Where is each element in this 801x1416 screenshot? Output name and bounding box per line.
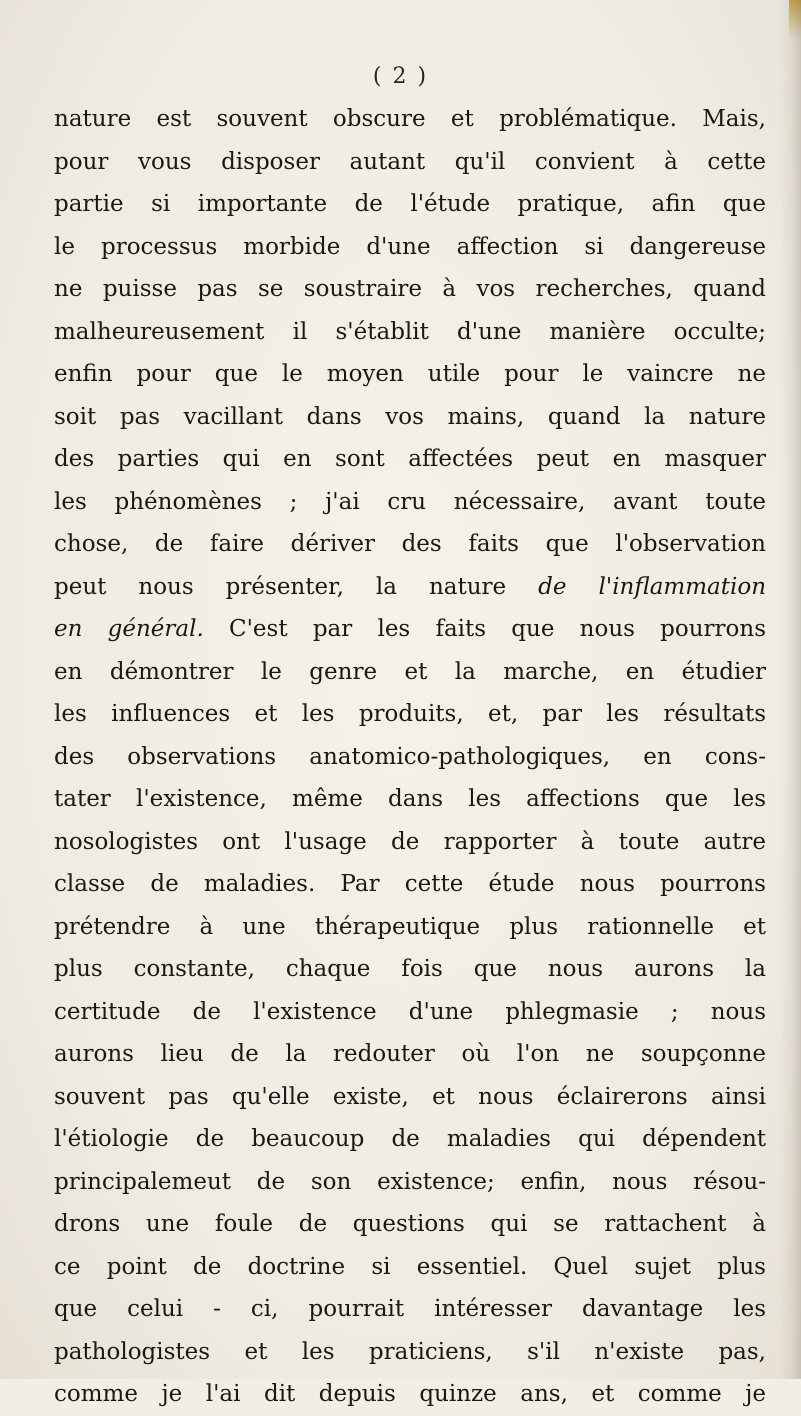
text-line: certitude de l'existence d'une phlegmasie ; nous — [54, 998, 766, 1025]
text-line: tater l'existence, même dans les affections que les — [54, 786, 766, 812]
page-number: ( 2 ) — [372, 64, 429, 89]
text-line: nature est souvent obscure et problématique. Mais, — [54, 106, 766, 132]
text-segment: peut nous présenter, la nature — [54, 573, 507, 600]
text-line: principalemeut de son existence; enfin, nous résou- — [54, 1168, 766, 1195]
text-line: prétendre à une thérapeutique plus rationnelle et — [54, 913, 766, 940]
text-line: malheureusement il s'établit d'une manière occulte; — [54, 318, 766, 345]
italic-phrase: de l'inflammation — [538, 573, 767, 600]
text-line: l'étiologie de beaucoup de maladies qui dépendent — [54, 1126, 766, 1152]
text-line: le processus morbide d'une affection si dangereuse — [54, 233, 766, 260]
text-line: partie si importante de l'étude pratique, afin que — [54, 191, 766, 217]
text-line: comme je l'ai dit depuis quinze ans, et comme je — [54, 1381, 766, 1407]
text-line: les phénomènes ; j'ai cru nécessaire, avant toute — [54, 488, 766, 515]
text-line: enfin pour que le moyen utile pour le vaincre ne — [54, 361, 766, 387]
page-edge-shadow — [779, 0, 801, 1379]
text-line-with-italic — [54, 608, 766, 651]
text-line: nosologistes ont l'usage de rapporter à toute autre — [54, 828, 766, 855]
text-line: que celui - ci, pourrait intéresser davantage les — [54, 1296, 766, 1322]
text-line: ne puisse pas se soustraire à vos recherches, quand — [54, 276, 766, 302]
text-line: aurons lieu de la redouter où l'on ne soupçonne — [54, 1041, 766, 1067]
text-line: des parties qui en sont affectées peut en masquer — [54, 446, 766, 472]
text-line: plus constante, chaque fois que nous aurons la — [54, 956, 766, 982]
text-line: souvent pas qu'elle existe, et nous éclairerons ainsi — [54, 1083, 766, 1110]
text-line: les influences et les produits, et, par les résultats — [54, 701, 766, 727]
text-line: ce point de doctrine si essentiel. Quel sujet plus — [54, 1253, 766, 1280]
text-line-with-italic — [54, 566, 766, 609]
text-line: soit pas vacillant dans vos mains, quand la nature — [54, 403, 766, 430]
text-line: chose, de faire dériver des faits que l'observation — [54, 531, 766, 557]
text-segment: C'est par les faits que nous pourrons — [229, 616, 766, 642]
text-line: pour vous disposer autant qu'il convient à cette — [54, 148, 766, 175]
text-line: des observations anatomico-pathologiques, en cons- — [54, 743, 766, 770]
text-line: en démontrer le genre et la marche, en étudier — [54, 658, 766, 685]
text-line: pathologistes et les praticiens, s'il n'existe pas, — [54, 1338, 766, 1365]
text-line: drons une foule de questions qui se rattachent à — [54, 1211, 766, 1237]
italic-phrase: en général. — [54, 616, 204, 642]
text-line: classe de maladies. Par cette étude nous pourrons — [54, 871, 766, 897]
body-text — [54, 98, 766, 1416]
